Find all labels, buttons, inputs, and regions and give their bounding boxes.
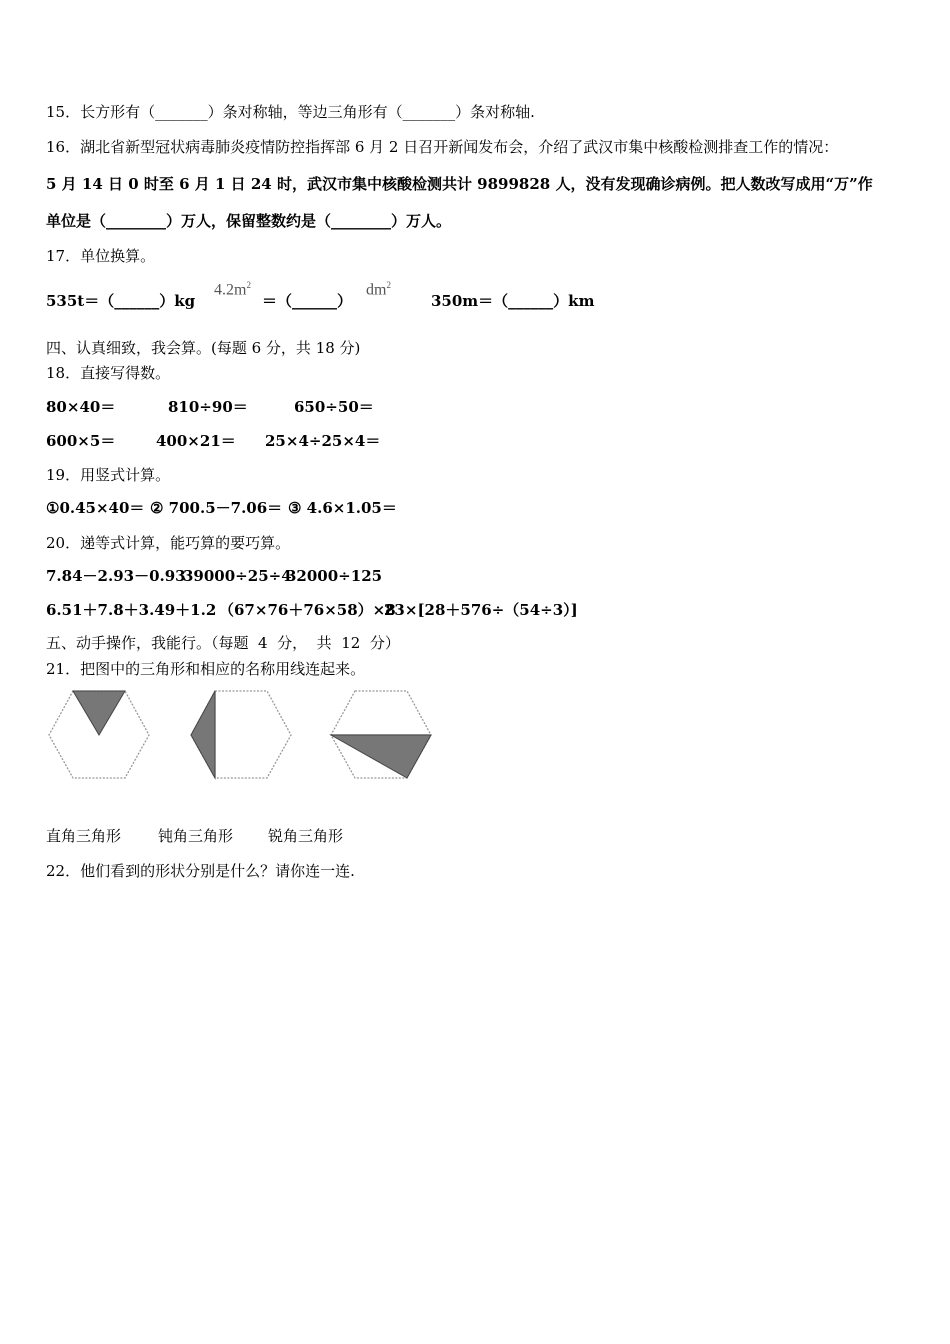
- section-4-heading: 四、认真细致，我会算。(每题 6 分，共 18 分): [46, 339, 361, 357]
- q18-item-4: 600×5＝: [46, 432, 116, 450]
- q18-item-2: 810÷90＝: [168, 398, 248, 416]
- q20-item-2: 39000÷25÷4: [183, 567, 292, 585]
- unit-dm: dm: [366, 281, 387, 299]
- question-19-title: 19．用竖式计算。: [46, 466, 171, 484]
- q18-item-1: 80×40＝: [46, 398, 116, 416]
- q18-item-5: 400×21＝: [156, 432, 236, 450]
- hexagon-figure-acute-triangle: [328, 688, 434, 782]
- q21-label-obtuse-triangle: 钝角三角形: [158, 827, 234, 845]
- q21-label-acute-triangle: 锐角三角形: [268, 827, 344, 845]
- q19-item-2: ② 700.5－7.06＝: [150, 499, 283, 517]
- question-16-line-1: 16．湖北省新型冠状病毒肺炎疫情防控指挥部 6 月 2 日召开新闻发布会，介绍了武汉市集中核酸检测排查工作的情况：: [46, 138, 839, 156]
- q21-label-right-triangle: 直角三角形: [46, 827, 122, 845]
- question-21-title: 21．把图中的三角形和相应的名称用线连起来。: [46, 660, 366, 678]
- section-5-heading: 五、动手操作，我能行。（每题 4 分， 共 12 分）: [46, 634, 400, 652]
- question-18-title: 18．直接写得数。: [46, 364, 171, 382]
- question-17-part-1: 535t＝（______）kg: [46, 292, 196, 310]
- area-value-number: 4.2m: [214, 281, 247, 299]
- q20-item-5: （67×76＋76×58）×8: [219, 601, 396, 619]
- question-16-line-3: 单位是（________）万人，保留整数约是（________）万人。: [46, 212, 452, 230]
- q20-item-1: 7.84－2.93－0.93: [46, 567, 186, 585]
- q19-item-1: ①0.45×40＝: [46, 499, 145, 517]
- q18-item-3: 650÷50＝: [294, 398, 374, 416]
- q18-item-6: 25×4÷25×4＝: [265, 432, 381, 450]
- question-17-part-2: ＝（______）: [262, 292, 353, 310]
- question-17-title: 17．单位换算。: [46, 247, 156, 265]
- unit-dm2: [366, 280, 391, 299]
- q20-item-4: 6.51＋7.8＋3.49＋1.2: [46, 601, 217, 619]
- hexagon-figure-right-triangle: [46, 688, 152, 782]
- q19-item-3: ③ 4.6×1.05＝: [288, 499, 397, 517]
- area-value-exponent: 2: [246, 280, 251, 290]
- unit-dm-exponent: 2: [386, 280, 391, 290]
- area-value: [214, 280, 251, 299]
- question-20-title: 20．递等式计算，能巧算的要巧算。: [46, 534, 291, 552]
- question-15: 15．长方形有（_______）条对称轴，等边三角形有（_______）条对称轴.: [46, 103, 535, 121]
- q20-item-6: 23×[28＋576÷（54÷3）]: [384, 601, 578, 619]
- question-16-line-2: 5 月 14 日 0 时至 6 月 1 日 24 时，武汉市集中核酸检测共计 9899828 人，没有发现确诊病例。把人数改写成用“万”作: [46, 175, 873, 193]
- question-17-part-3: 350m＝（______）km: [431, 292, 595, 310]
- question-22: 22．他们看到的形状分别是什么？请你连一连.: [46, 862, 355, 880]
- q20-item-3: 32000÷125: [286, 567, 383, 585]
- hexagon-figure-obtuse-triangle: [188, 688, 294, 782]
